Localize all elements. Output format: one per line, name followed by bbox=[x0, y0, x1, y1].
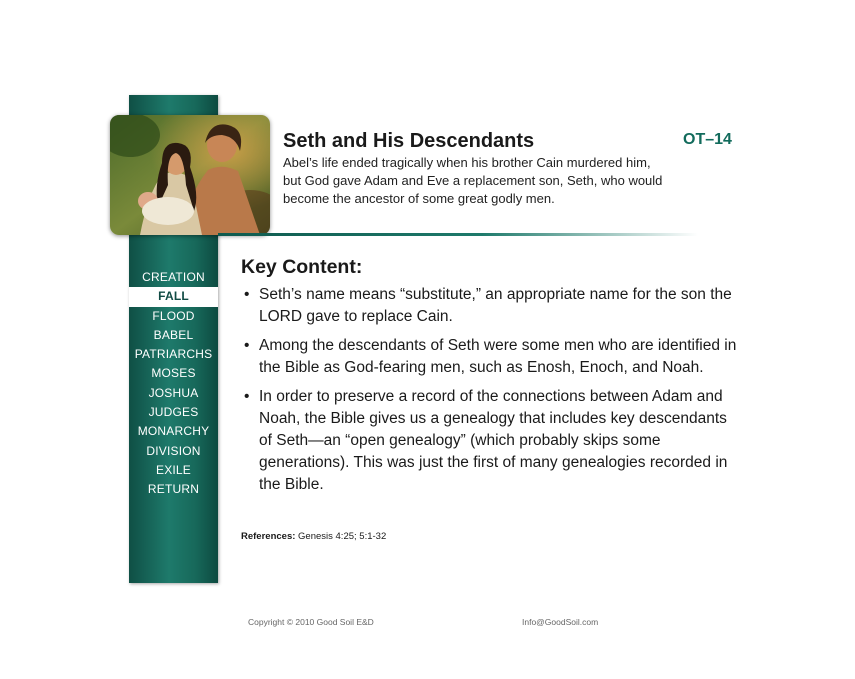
family-photo-icon bbox=[110, 115, 270, 235]
bullet-icon: • bbox=[244, 388, 250, 405]
list-item-text: Seth’s name means “substitute,” an appropriate name for the son the LORD gave to replace Cain. bbox=[259, 286, 732, 325]
nav-item-judges[interactable]: JUDGES bbox=[148, 405, 199, 420]
nav-item-exile[interactable]: EXILE bbox=[155, 462, 192, 477]
contact-email[interactable]: Info@GoodSoil.com bbox=[522, 617, 599, 627]
key-content-list bbox=[244, 284, 744, 503]
references bbox=[241, 531, 386, 542]
slide-title: Seth and His Descendants bbox=[283, 130, 535, 152]
key-content-heading: Key Content: bbox=[241, 256, 363, 278]
copyright-text: Copyright © 2010 Good Soil E&D bbox=[248, 617, 374, 627]
list-item bbox=[244, 335, 744, 379]
nav-item-flood[interactable]: FLOOD bbox=[152, 308, 195, 323]
list-item-text: Among the descendants of Seth were some men who are identified in the Bible as God-fearing men, such as Enosh, Enoch, and Noah. bbox=[259, 337, 737, 376]
nav-item-return[interactable]: RETURN bbox=[147, 482, 200, 497]
list-item bbox=[244, 284, 744, 328]
references-label: References: bbox=[241, 531, 296, 542]
nav-item-fall[interactable]: FALL bbox=[129, 287, 218, 306]
nav-item-monarchy[interactable]: MONARCHY bbox=[137, 424, 210, 439]
nav-item-joshua[interactable]: JOSHUA bbox=[148, 385, 199, 400]
period-navigation bbox=[129, 268, 218, 500]
list-item bbox=[244, 386, 744, 496]
nav-item-moses[interactable]: MOSES bbox=[151, 366, 196, 381]
list-item-text: In order to preserve a record of the connections between Adam and Noah, the Bible gives us a genealogy that includes key descendants of Seth—an “open genealogy” (which probably skips some generations). This was just the first of many genealogies recorded in the Bible. bbox=[259, 388, 728, 493]
references-text: Genesis 4:25; 5:1-32 bbox=[298, 531, 387, 542]
nav-item-creation[interactable]: CREATION bbox=[142, 270, 205, 284]
bullet-icon: • bbox=[244, 337, 250, 354]
family-photo bbox=[110, 115, 270, 235]
header-divider bbox=[218, 233, 698, 236]
nav-item-patriarchs[interactable]: PATRIARCHS bbox=[134, 347, 213, 362]
bullet-icon: • bbox=[244, 286, 250, 303]
nav-item-division[interactable]: DIVISION bbox=[146, 443, 201, 458]
slide-intro: Abel’s life ended tragically when his brother Cain murdered him, but God gave Adam and Eve a replacement son, Seth, who would become the ancestor of some great godly men. bbox=[283, 155, 663, 206]
nav-item-babel[interactable]: BABEL bbox=[153, 327, 194, 342]
slide-code: OT–14 bbox=[683, 131, 732, 148]
